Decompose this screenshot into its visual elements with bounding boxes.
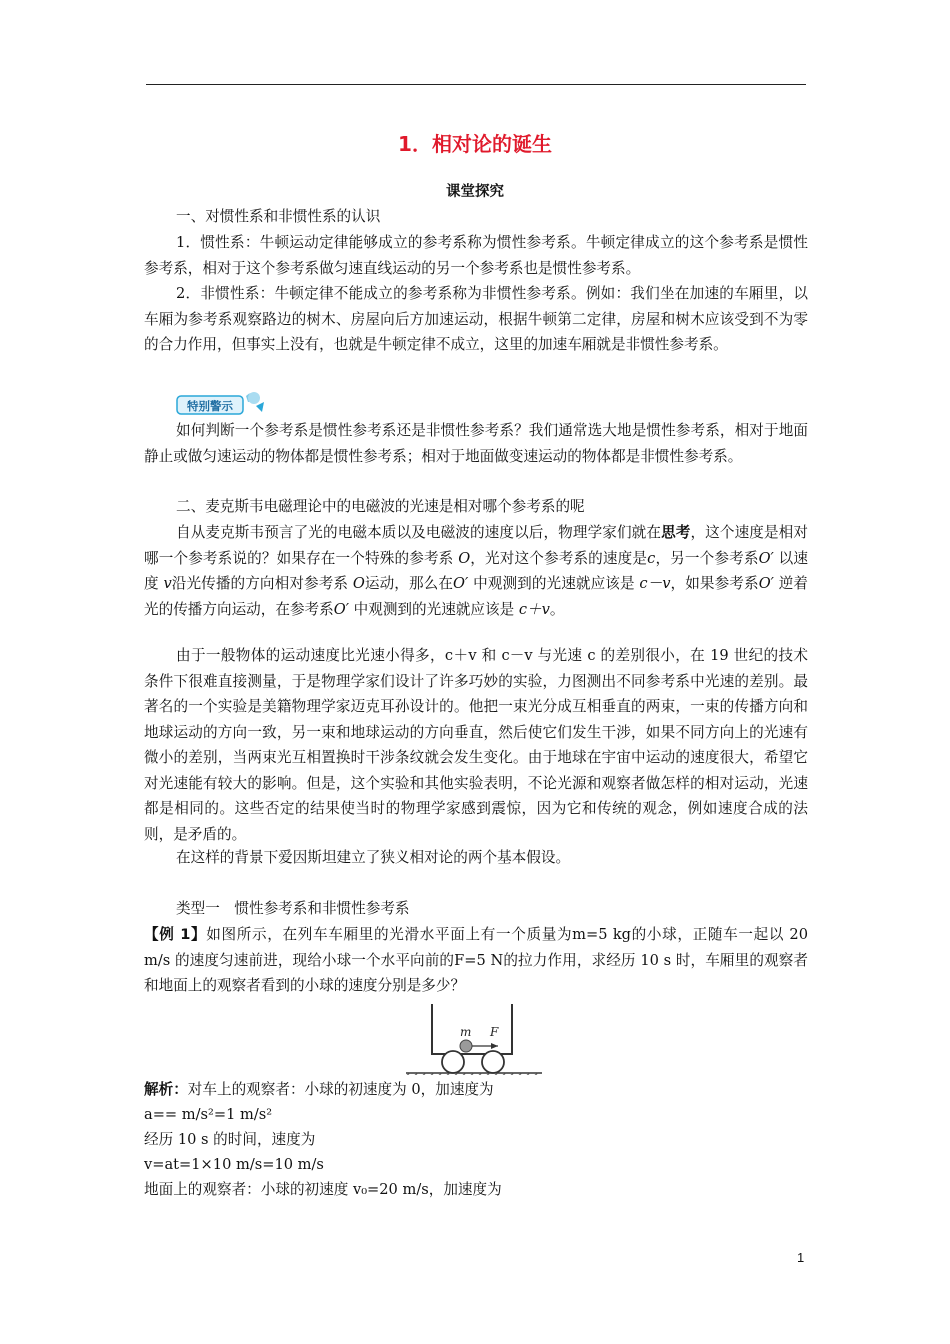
example-label: 【例 1】 [144, 926, 207, 943]
solution-line-4: v=at=1×10 m/s=10 m/s [144, 1156, 324, 1173]
example-type-heading: 类型一 惯性参考系和非惯性参考系 [176, 900, 410, 917]
paragraph-non-inertial-frame: 2．非惯性系：牛顿定律不能成立的参考系称为非惯性参考系。例如：我们坐在加速的车厢里，以车厢为参考系观察路边的树木、房屋向后方加速运动，根据牛顿第二定律，房屋和树木应该受到不为零的合力作用，但事实上没有，也就是牛顿定律不成立，这里的加速车厢就是非惯性参考系。 [144, 285, 808, 353]
solution-label: 解析： [144, 1081, 188, 1098]
paragraph-inertial-frame: 1．惯性系：牛顿运动定律能够成立的参考系称为惯性参考系。牛顿定律成立的这个参考系是惯性参考系，相对于这个参考系做匀速直线运动的另一个参考系也是惯性参考系。 [144, 234, 808, 277]
page-number: 1 [797, 1250, 805, 1265]
solution-line-5: 地面上的观察者：小球的初速度 v₀=20 m/s，加速度为 [144, 1181, 502, 1198]
paragraph-michelson: 由于一般物体的运动速度比光速小得多，c＋v 和 c－v 与光速 c 的差别很小，在 19 世纪的技术条件下很难直接测量，于是物理学家们设计了许多巧妙的实验，力图测出不同参考系中光速的差别。最著名的一个实验是美籍物理学家迈克耳孙设计的。他把一束光分成互相垂直的两束，一束的传播方向和地球运动的方向一致，另一束和地球运动的方向垂直，然后使它们发生干涉，如果不同方向上的光速有微小的差别，当两束光互相置换时干涉条纹就会发生变化。由于地球在宇宙中运动的速度很大，希望它对光速能有较大的影响。但是，这个实验和其他实验表明，不论光源和观察者做怎样的相对运动，光速都是相同的。这些否定的结果使当时的物理学家感到震惊，因为它和传统的观念，例如速度合成的法则，是矛盾的。 [144, 647, 808, 843]
header-rule [146, 84, 806, 85]
solution-line-2: a== m/s²=1 m/s² [144, 1106, 273, 1123]
paragraph-maxwell: 自从麦克斯韦预言了光的电磁本质以及电磁波的速度以后，物理学家们就在思考，这个速度是相对哪一个参考系说的？如果存在一个特殊的参考系 O，光对这个参考系的速度是c，另一个参考系O′ 以速度 v沿光传播的方向相对参考系 O运动，那么在O′ 中观测到的光速就应该是 c－v，如果参考系O′ 逆着光的传播方向运动，在参考系O′ 中观测到的光速就应该是 c＋v。 [144, 524, 808, 618]
solution-line-1: 解析：对车上的观察者：小球的初速度为 0，加速度为 [144, 1081, 494, 1098]
section-heading-2: 二、麦克斯韦电磁理论中的电磁波的光速是相对哪个参考系的呢 [176, 498, 585, 515]
section-title: 课堂探究 [446, 184, 504, 200]
mass-label: m [460, 1025, 472, 1039]
wheel-icon [442, 1051, 464, 1073]
solution-line-3: 经历 10 s 的时间，速度为 [144, 1131, 316, 1148]
ball-icon [460, 1040, 472, 1052]
paragraph-judge-frame: 如何判断一个参考系是惯性参考系还是非惯性参考系？我们通常选大地是惯性参考系，相对于地面静止或做匀速运动的物体都是惯性参考系；相对于地面做变速运动的物体都是非惯性参考系。 [144, 422, 808, 465]
special-warning-badge [176, 390, 272, 416]
example-1: 【例 1】如图所示，在列车车厢里的光滑水平面上有一个质量为m=5 kg的小球，正随车一起以 20 m/s 的速度匀速前进，现给小球一个水平向前的F=5 N的拉力作用，求经历 10 s 时，车厢里的观察者和地面上的观察者看到的小球的速度分别是多少？ [144, 926, 808, 994]
warning-badge-label: 特别警示 [187, 399, 233, 413]
wheel-icon [482, 1051, 504, 1073]
train-cart-figure [404, 1000, 544, 1075]
force-label: F [490, 1025, 499, 1039]
section-heading-1: 一、对惯性系和非惯性系的认识 [176, 208, 381, 225]
paragraph-einstein: 在这样的背景下爱因斯坦建立了狭义相对论的两个基本假设。 [176, 849, 571, 866]
warning-badge-icon [176, 390, 272, 416]
page-title: 1．相对论的诞生 [398, 132, 552, 156]
